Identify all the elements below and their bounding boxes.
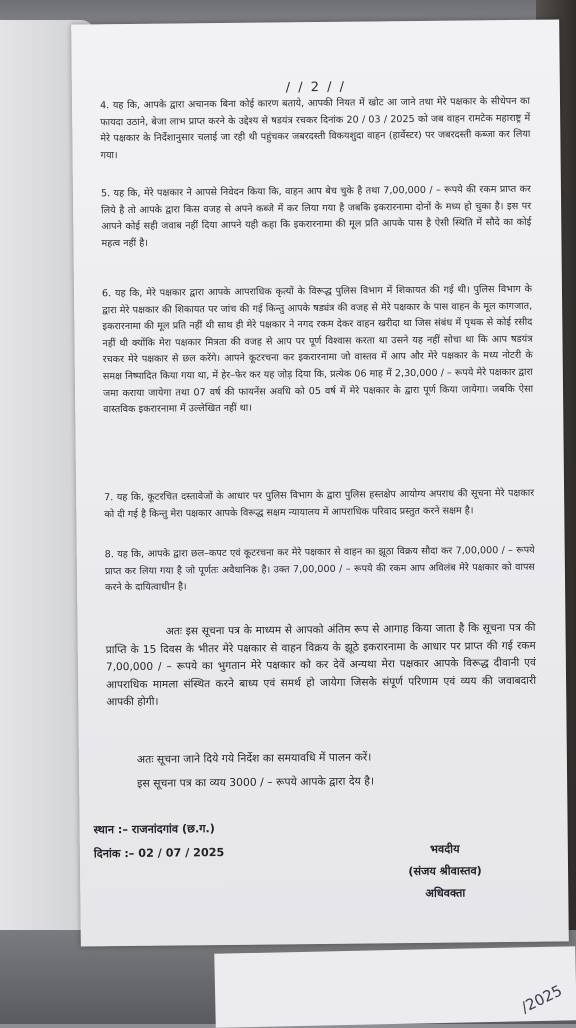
document-page (71, 19, 569, 946)
corner-stamp-text: /2025 (518, 981, 565, 1017)
underlying-sheet (214, 946, 576, 1028)
closing-line-compliance: अतः सूचना जाने दिये गये निर्देश का समयावधि में पालन करें। (136, 750, 372, 766)
closing-line-expense: इस सूचना पत्र का व्यय 3000 / – रूपये आपके द्वारा देय है। (137, 774, 375, 790)
signatory-designation: अधिवक्ता (425, 886, 466, 900)
page-number: / / 2 / / (285, 79, 347, 96)
signature-block (380, 838, 511, 905)
paragraph-6: 6. यह कि, मेरे पक्षकार द्वारा आपके आपराधिक कृत्यों के विरूद्ध पुलिस विभाग में शिकायत की गई थी। पुलिस विभाग के द्वारा मेरे पक्षकार की शिकायत पर जांच की गई किन्तु आपके षड्यंत्र की वजह से मेरे पक्षकार के पास वाहन के मूल कागजात, इकरारनामा की मूल प्रति नहीं थी साथ ही मेरे पक्षकार ने नगद रकम देकर वाहन खरीदा था जिस संबंध में पृथक से कोई रसीद नहीं थी क्योंकि मेरा पक्षकार मित्रता की वजह से आप पर पूर्ण विश्वास करता था उसने यह नहीं सोचा था कि आप षडयंत्र रचकर मेरे पक्षकार से छल करेंगे। आपने कूटरचना कर इकरारनामा जो वास्तव में आप और मेरे पक्षकार के मध्य नोटरी के समक्ष निष्पादित किया गया था, में हेर–फेर कर यह जोड़ दिया कि, प्रत्येक 06 माह में 2,30,000 / – रूपये मेरे पक्षकार द्वारा जमा कराया जायेगा तथा 07 वर्ष की फायनेंस अवधि को 05 वर्ष में मेरे पक्षकार के द्वारा पूर्ण किया जायेगा। जबकि ऐसा वास्तविक इकरारनामा में उल्लेखित नहीं था। (101, 283, 534, 416)
paragraph-5: 5. यह कि, मेरे पक्षकार ने आपसे निवेदन किया कि, वाहन आप बेच चुके है तथा 7,00,000 / – रूपये की रकम प्राप्त कर लिये है तो आपके द्वारा किस वजह से अपने कब्जे में कर लिया गया है जबकि इकरारनामा दोनों के मध्य हो चुका है। इस पर आपने कोई सही जवाब नहीं दिया आपने यही कहा कि इकरारनामा की मूल प्रति आपके पास है ऐसी स्थिति में सौदे का कोई महत्व नहीं है। (100, 183, 532, 250)
place-line: स्थान :– राजनांदगांव (छ.ग.) (93, 822, 215, 837)
paragraph-4: 4. यह कि, आपके द्वारा अचानक बिना कोई कारण बताये, आपकी नियत में खोट आ जाने तथा मेरे पक्षकार के सीधेपन का फायदा उठाने, बेजा लाभ प्राप्त करने के उद्देश्य से षडयंत्र रचकर दिनांक 20 / 03 / 2025 को जब वाहन रामटेक महाराष्ट्र में मेरे पक्षकार के निर्देशानुसार चलाई जा रही थी पहुंचकर जबरदस्ती विकयशुदा वाहन (हार्वेस्टर) पर जबरदस्ती कब्जा कर लिया गया। (99, 95, 531, 162)
date-line: दिनांक :– 02 / 07 / 2025 (93, 846, 225, 861)
salutation: भवदीय (430, 842, 460, 856)
signatory-name: (संजय श्रीवास्तव) (408, 864, 482, 879)
paragraph-7: 7. यह कि, कूटरचित दस्तावेजों के आधार पर पुलिस विभाग के द्वारा पुलिस हस्तक्षेप आयोग्य अपराध की सूचना मेरे पक्षकार को दी गई है किन्तु मेरा पक्षकार आपके विरूद्ध सक्षम न्यायालय में आपराधिक परिवाद प्रस्तुत करने सक्षम है। (104, 487, 535, 520)
closing-paragraph: अतः इस सूचना पत्र के माध्यम से आपको अंतिम रूप से आगाह किया जाता है कि सूचना पत्र की प्राप्ति के 15 दिवस के भीतर मेरे पक्षकार से वाहन विक्रय के झूठे इकरारनामा के आधार पर प्राप्त की गई रकम 7,00,000 / – रूपये का भुगतान मेरे पक्षकार को कर देवें अन्यथा मेरा पक्षकार आपके विरूद्ध दीवानी एवं आपराधिक मामला संस्थित करने बाध्य एवं समर्थ हो जायेगा जिसके संपूर्ण परिणाम एवं व्यय की जवाबदारी आपकी होगी। (105, 621, 540, 709)
paragraph-8: 8. यह कि, आपके द्वारा छल–कपट एवं कूटरचना कर मेरे पक्षकार से वाहन का झूठा विक्रय सौदा कर 7,00,000 / – रूपये प्राप्त कर लिया गया है जो पूर्णतः अवैधानिक है। उक्त 7,00,000 / – रूपये की रकम आप अविलंब मेरे पक्षकार को वापस करने के दायित्वाधीन है। (104, 544, 535, 594)
